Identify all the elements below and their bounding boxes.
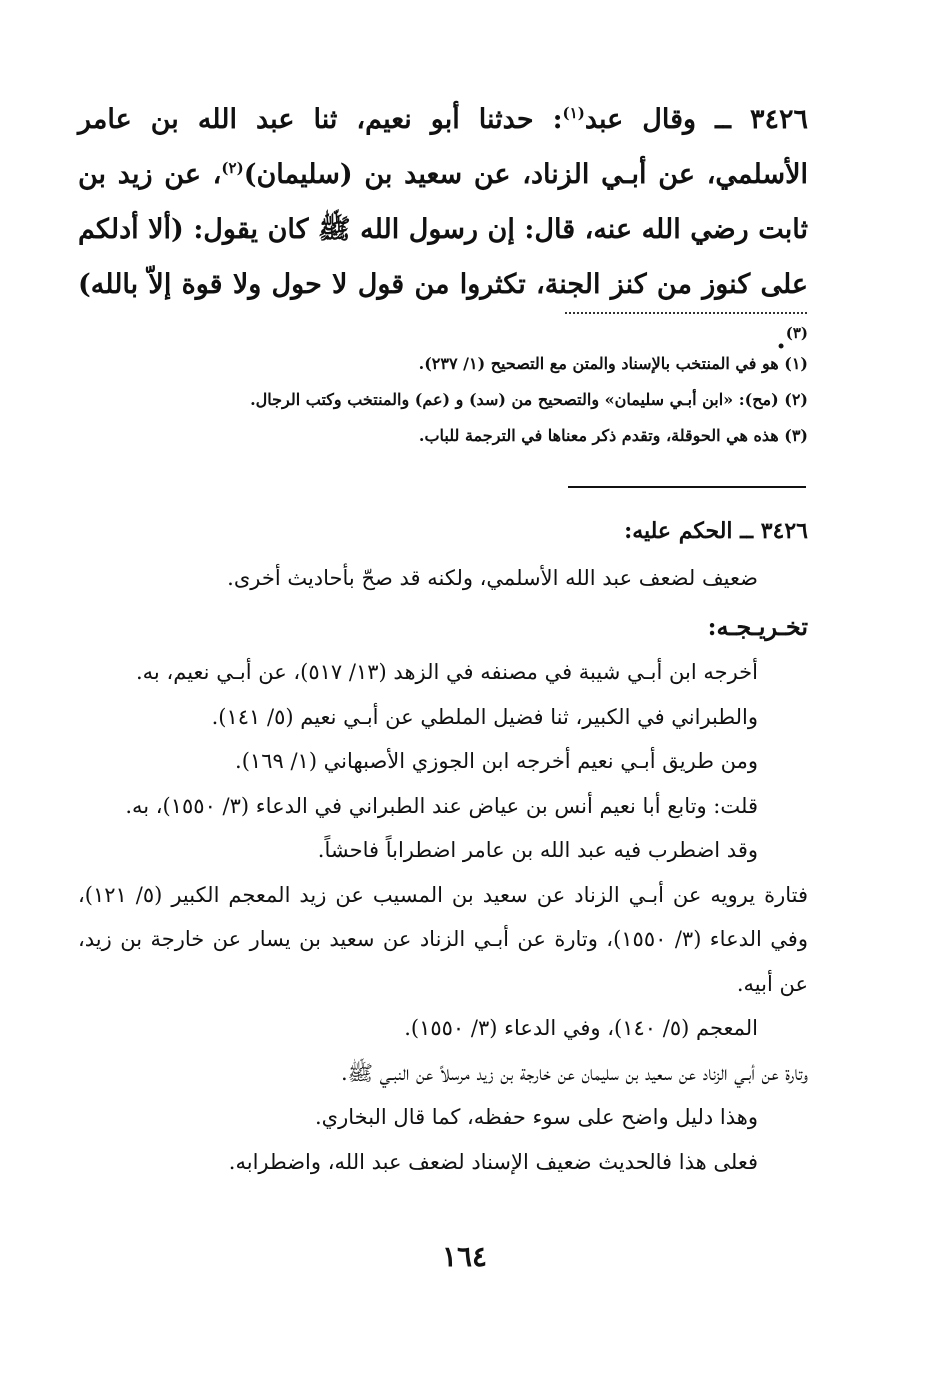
ruling-text: ضعيف لضعف عبد الله الأسلمي، ولكنه قد صحّ بأحاديث أخرى.	[227, 566, 758, 590]
takhrij-heading: تخـريـجـه:	[707, 612, 808, 641]
footnote-ref: (١)	[562, 104, 585, 122]
hadith-text-part: ، عن زيد بن ثابت رضي الله عنه، قال: إن رسول الله ﷺ كان يقول: (ألا أدلكم على كنوز من كنز الجنة، تكثروا من قول لا حول ولا قوة إلاّ بالله)	[78, 159, 808, 300]
paragraph: أخرجه ابن أبـي شيبة في مصنفه في الزهد (١٣/ ٥١٧)، عن أبـي نعيم، به.	[136, 660, 758, 684]
paragraph: قلت: وتابع أبا نعيم أنس بن عياض عند الطبراني في الدعاء (٣/ ١٥٥٠)، به.	[125, 793, 758, 818]
paragraph: وقد اضطرب فيه عبد الله بن عامر اضطراباً فاحشاً.	[317, 838, 758, 862]
hadith-text-part: .	[776, 324, 786, 355]
paragraph: المعجم (٥/ ١٤٠)، وفي الدعاء (٣/ ١٥٥٠).	[404, 1016, 758, 1040]
paragraph: ومن طريق أبـي نعيم أخرجه ابن الجوزي الأصبهاني (١/ ١٦٩).	[235, 749, 758, 773]
footnotes	[78, 346, 808, 454]
ruling-heading: ٣٤٢٦ ــ الحكم عليه:	[624, 518, 808, 544]
paragraph: فتارة يرويه عن أبـي الزناد عن سعيد بن المسيب عن زيد المعجم الكبير (٥/ ١٢١)، وفي الدعاء (٣/ ١٥٥٠)، وتارة عن أبـي الزناد عن سعيد بن يسار عن خارجة بن زيد، عن أبيه.	[78, 882, 808, 996]
footnote: (٢) (مح): «ابن أبـي سليمان» والتصحيح من (سد) و (عم) والمنتخب وكتب الرجال.	[250, 390, 808, 409]
hadith-text-part: : حدثنا أبو نعيم، ثنا عبد الله بن عامر الأسلمي، عن أبـي الزناد، عن سعيد بن (سليمان)	[78, 104, 808, 190]
paragraph: والطبراني في الكبير، ثنا فضيل الملطي عن أبـي نعيم (٥/ ١٤١).	[211, 704, 758, 729]
paragraph: فعلى هذا فالحديث ضعيف الإسناد لضعف عبد الله، واضطرابه.	[228, 1149, 758, 1174]
footnote: (٣) هذه هي الحوقلة، وتقدم ذكر معناها في الترجمة للباب.	[418, 426, 808, 445]
paragraph: وتارة عن أبـي الزناد عن سعيد بن سليمان عن خارجة بن زيد مرسلاً عن النبـي ﷺ.	[340, 1060, 808, 1085]
section-separator	[568, 486, 806, 488]
footnote-separator	[565, 312, 807, 314]
footnote-ref: (٣)	[785, 324, 808, 342]
paragraph: وهذا دليل واضح على سوء حفظه، كما قال البخاري.	[314, 1105, 758, 1129]
takhrij-body	[78, 650, 808, 1184]
hadith-text	[78, 92, 808, 367]
page-number: ١٦٤	[441, 1240, 488, 1273]
footnote-ref: (٢)	[221, 159, 244, 177]
footnote: (١) هو في المنتخب بالإسناد والمتن مع التصحيح (١/ ٢٣٧).	[418, 354, 808, 373]
hadith-number: ٣٤٢٦ ــ	[715, 104, 809, 135]
hadith-text-part: وقال عبد	[584, 104, 697, 135]
